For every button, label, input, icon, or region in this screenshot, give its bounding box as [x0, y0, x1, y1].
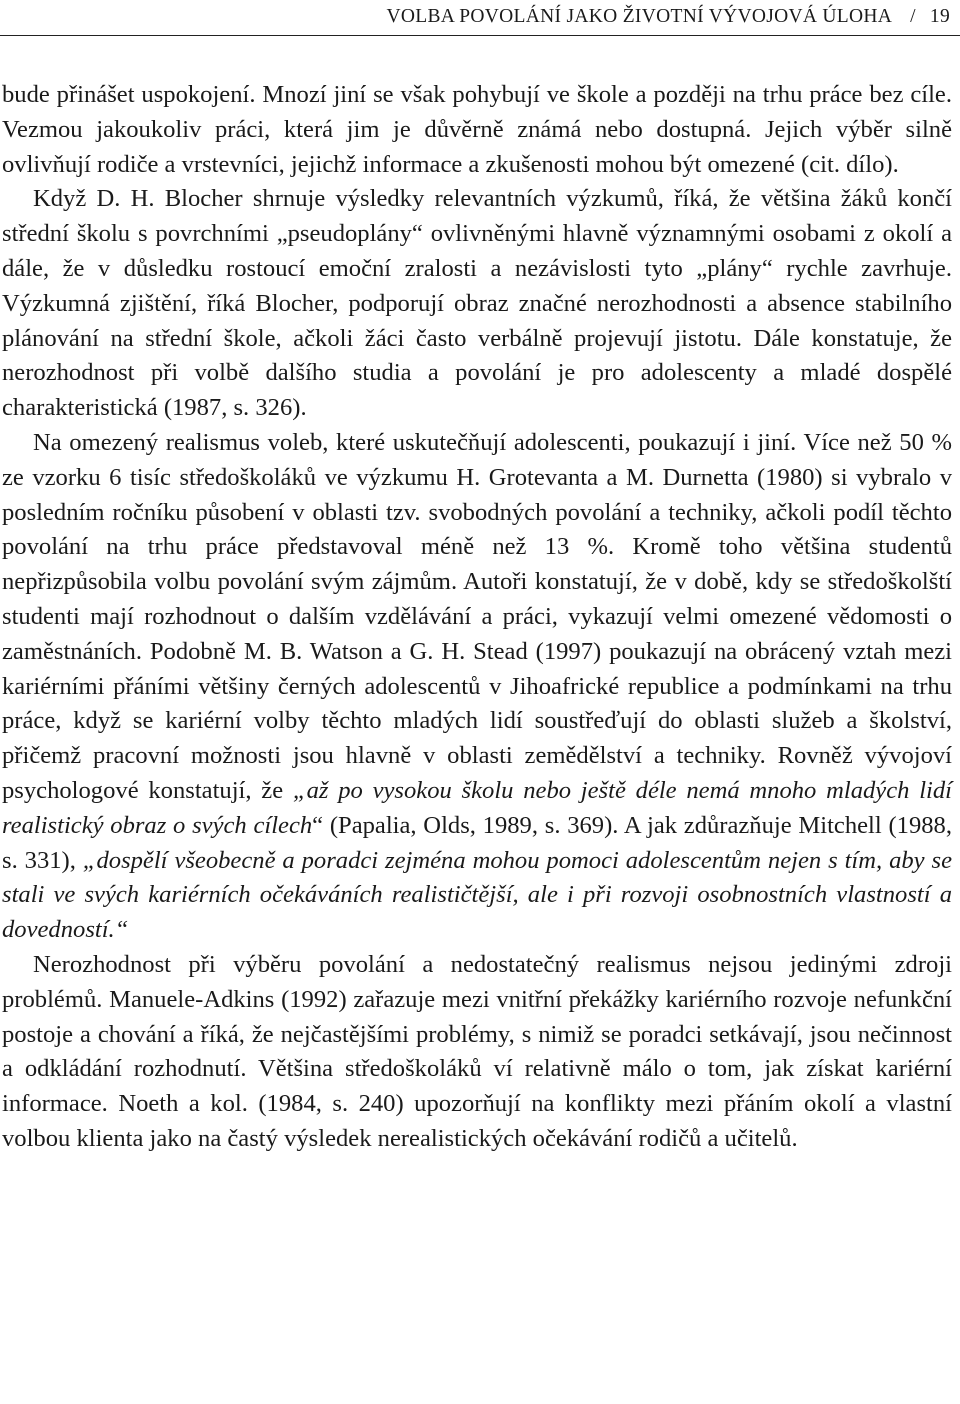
- paragraph-realism-text-b: “ (Papalia, Olds, 1989, s. 369). A jak zdůrazňuje Mitchell (1988, s. 331),: [2, 811, 952, 874]
- paragraph-indecision: Nerozhodnost při výběru povolání a nedostatečný realismus nejsou jedinými zdroji problémů. Manuele-Adkins (1992) zařazuje mezi vnitřní překážky kariérního rozvoje nefunkční postoje a chování a říká, že nejčastějšími problémy, s nimiž se poradci setkávají, jsou nečinnost a odkládání rozhodnutí. Většina středoškoláků ví relativně málo o tom, jak získat kariérní informace. Noeth a kol. (1984, s. 240) upozorňují na konflikty mezi přáním okolí a vlastní volbou klienta jako na častý výsledek nerealistických očekávání rodičů a učitelů.: [2, 950, 952, 1152]
- page-number: 19: [929, 6, 950, 27]
- paragraph-continued: bude přinášet uspokojení. Mnozí jiní se však pohybují ve škole a později na trhu práce bez cíle. Vezmou jakoukoliv práci, která jim je důvěrně známá nebo dostupná. Jejich výběr silně ovlivňují rodiče a vrstevníci, jejichž informace a zkušenosti mohou být omezené (cit. dílo).: [2, 81, 952, 178]
- paragraph-blocher: Když D. H. Blocher shrnuje výsledky relevantních výzkumů, říká, že většina žáků končí střední školu s povrchními „pseudoplány“ ovlivněnými hlavně významnými osobami z okolí a dále, že v důsledku rostoucí emoční zralosti a nezávislosti tyto „plány“ rychle zavrhuje. Výzkumná zjištění, říká Blocher, podporují obraz značné nerozhodnosti a absence stabilního plánování na střední škole, ačkoli žáci často verbálně projevují jistotu. Dále konstatuje, že nerozhodnost při volbě dalšího studia a povolání je pro adolescenty a mladé dospělé charakteristická (1987, s. 326).: [2, 185, 952, 422]
- quote-mitchell: „dospělí všeobecně a poradci zejména mohou pomoci adolescentům nejen s tím, aby se stali ve svých kariérních očekáváních realističtější, ale i při rozvoji osobnostních vlastností a dovedností.“: [2, 846, 952, 944]
- running-header: [387, 6, 951, 28]
- quote-papalia: „až po vysokou školu nebo ještě déle nemá mnoho mladých lidí realistický obraz o svých cílech: [2, 776, 952, 839]
- paragraph-realism-text-a: Na omezený realismus voleb, které uskutečňují adolescenti, poukazují i jiní. Více než 50 % ze vzorku 6 tisíc středoškoláků ve výzkumu H. Grotevanta a M. Durnetta (1980) si vybralo v posledním ročníku působení v oblasti tzv. svobodných povolání a techniky, ačkoli podíl těchto povolání na trhu práce představoval méně než 13 %. Kromě toho většina studentů nepřizpůsobila volbu povolání svým zájmům. Autoři konstatují, že v době, kdy se středoškolští studenti mají rozhodnout o dalším vzdělávání a práci, vykazují velmi omezené vědomosti o zaměstnáních. Podobně M. B. Watson a G. H. Stead (1997) poukazují na obrácený vztah mezi kariérními přáními většiny černých adolescentů v Jihoafrické republice a podmínkami na trhu práce, když se kariérní volby těchto mladých lidí soustřeďují do oblasti služeb a školství, přičemž pracovní možnosti jsou hlavně v oblasti zemědělství a techniky. Rovněž vývojoví psychologové konstatují, že: [2, 428, 952, 804]
- running-title: VOLBA POVOLÁNÍ JAKO ŽIVOTNÍ VÝVOJOVÁ ÚLOHA: [386, 6, 893, 27]
- header-separator: /: [910, 6, 916, 27]
- paragraph-realism: [2, 426, 952, 948]
- page-body: [2, 78, 952, 1157]
- header-rule: [0, 35, 960, 36]
